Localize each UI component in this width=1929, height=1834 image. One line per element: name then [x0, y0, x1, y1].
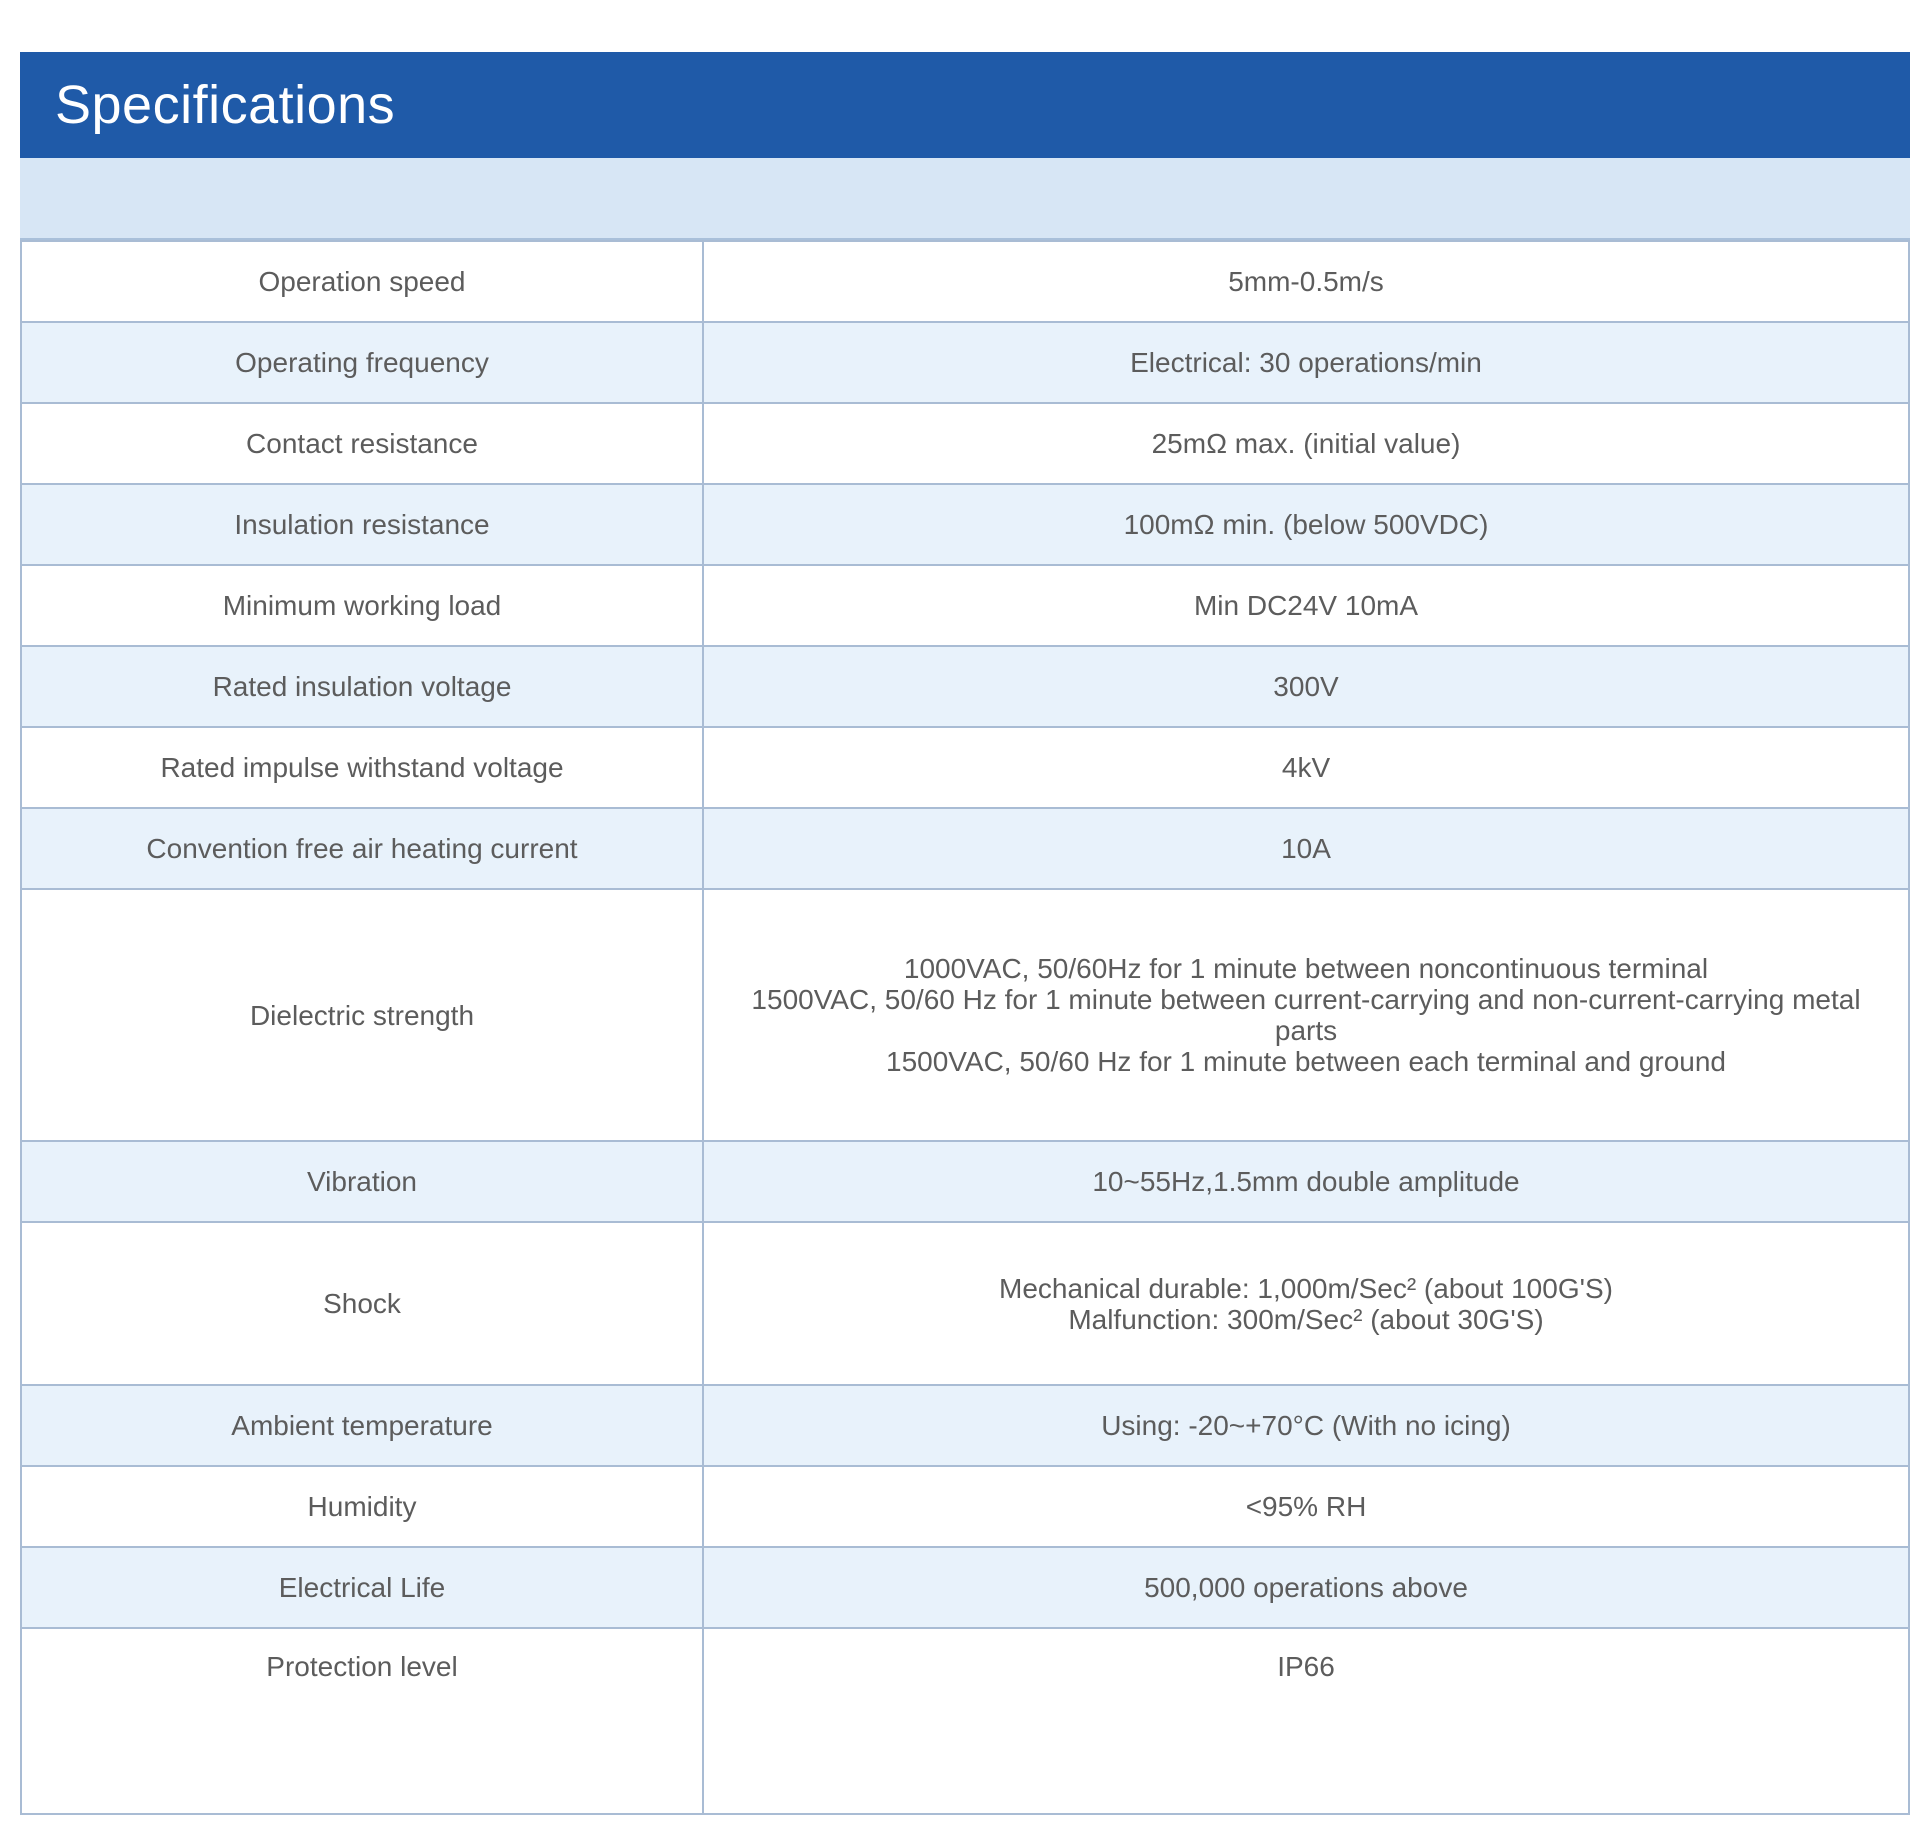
spec-param: Dielectric strength	[21, 889, 703, 1141]
table-row	[21, 889, 1909, 1141]
spec-param: Operation speed	[21, 241, 703, 322]
table-row	[21, 484, 1909, 565]
spec-value	[703, 1466, 1909, 1547]
spec-value-line: 5mm-0.5m/s	[1228, 266, 1384, 297]
spec-value-line: Malfunction: 300m/Sec² (about 30G'S)	[1068, 1303, 1544, 1335]
spec-param: Operating frequency	[21, 322, 703, 403]
spec-value	[703, 1547, 1909, 1628]
spec-value	[703, 565, 1909, 646]
spec-param: Minimum working load	[21, 565, 703, 646]
spec-value-line: Min DC24V 10mA	[1193, 590, 1419, 621]
spec-value-line: 1000VAC, 50/60Hz for 1 minute between noncontinuous terminal	[903, 953, 1709, 984]
spec-value-line: Using: -20~+70°C (With no icing)	[1101, 1410, 1511, 1441]
spec-param: Shock	[21, 1222, 703, 1385]
spec-param: Humidity	[21, 1466, 703, 1547]
table-row	[21, 1385, 1909, 1466]
table-row	[21, 1222, 1909, 1385]
header-subband	[20, 158, 1910, 240]
table-row	[21, 1141, 1909, 1222]
spec-value	[703, 241, 1909, 322]
spec-param: Ambient temperature	[21, 1385, 703, 1466]
table-row	[21, 1466, 1909, 1547]
spec-value	[703, 1385, 1909, 1466]
spec-value-line: 1500VAC, 50/60 Hz for 1 minute between each terminal and ground	[886, 1046, 1726, 1077]
spec-param: Rated insulation voltage	[21, 646, 703, 727]
section-header	[20, 52, 1910, 158]
table-row	[21, 1628, 1909, 1814]
specifications-panel	[20, 52, 1910, 1815]
table-row	[21, 808, 1909, 889]
spec-value	[703, 808, 1909, 889]
table-row	[21, 241, 1909, 322]
spec-param: Electrical Life	[21, 1547, 703, 1628]
spec-param: Insulation resistance	[21, 484, 703, 565]
spec-value	[703, 484, 1909, 565]
spec-value	[703, 1628, 1909, 1814]
spec-value-line: Mechanical durable: 1,000m/Sec² (about 100G'S)	[999, 1272, 1613, 1304]
section-title: Specifications	[55, 75, 396, 135]
spec-value-line: 25mΩ max. (initial value)	[1151, 428, 1461, 459]
spec-param: Rated impulse withstand voltage	[21, 727, 703, 808]
spec-param: Contact resistance	[21, 403, 703, 484]
spec-param: Protection level	[21, 1628, 703, 1814]
spec-value	[703, 403, 1909, 484]
table-row	[21, 1547, 1909, 1628]
spec-value-line: 100mΩ min. (below 500VDC)	[1123, 509, 1489, 540]
table-row	[21, 565, 1909, 646]
table-row	[21, 646, 1909, 727]
spec-value-line: 10~55Hz,1.5mm double amplitude	[1092, 1166, 1520, 1197]
spec-value-line: 500,000 operations above	[1144, 1572, 1468, 1603]
spec-value	[703, 646, 1909, 727]
spec-value-line: <95% RH	[1245, 1491, 1367, 1522]
specifications-table	[20, 240, 1910, 1815]
spec-value-line: 1500VAC, 50/60 Hz for 1 minute between current-carrying and non-current-carrying metal parts	[751, 984, 1861, 1046]
spec-value	[703, 727, 1909, 808]
spec-param: Vibration	[21, 1141, 703, 1222]
spec-value	[703, 1141, 1909, 1222]
spec-value-line: 300V	[1273, 671, 1339, 702]
table-row	[21, 727, 1909, 808]
spec-value-line: IP66	[1277, 1651, 1335, 1682]
spec-value	[703, 1222, 1909, 1385]
spec-value-line: Electrical: 30 operations/min	[1130, 347, 1482, 378]
spec-value	[703, 889, 1909, 1141]
table-row	[21, 322, 1909, 403]
spec-value-line: 10A	[1281, 833, 1331, 864]
spec-value	[703, 322, 1909, 403]
spec-param: Convention free air heating current	[21, 808, 703, 889]
table-row	[21, 403, 1909, 484]
spec-value-line: 4kV	[1281, 752, 1331, 783]
